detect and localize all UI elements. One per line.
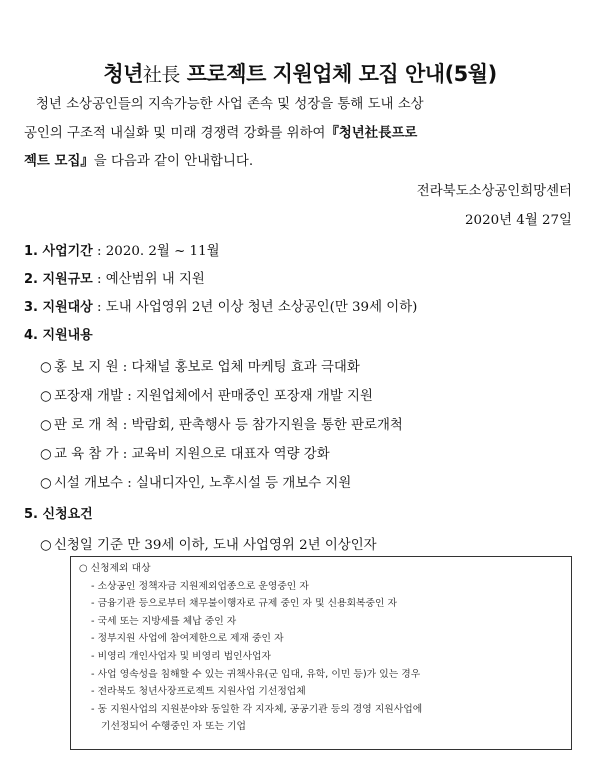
section-content: 4. 지원내용: [24, 328, 93, 343]
circle-bullet-icon: ○: [40, 360, 52, 375]
exclusion-item: - 사업 영속성을 침해할 수 있는 귀책사유(군 입대, 유학, 이민 등)가 있는 경우: [91, 668, 421, 680]
exclusion-item: - 금융기관 등으로부터 채무불이행자로 규제 중인 자 및 신용회복중인 자: [91, 598, 398, 610]
exclusion-item: - 소상공인 정책자금 지원제외업종으로 운영중인 자: [91, 580, 309, 592]
requirement-item: ○ 신청일 기준 만 39세 이하, 도내 사업영위 2년 이상인자: [40, 538, 377, 553]
intro-line-1: 청년 소상공인들의 지속가능한 사업 존속 및 성장을 통해 도내 소상: [36, 97, 424, 112]
exclusion-box: [70, 556, 572, 750]
circle-bullet-icon: ○: [40, 538, 52, 553]
section-scale: 2. 지원규모 : 예산범위 내 지원: [24, 272, 205, 287]
content-item-packaging: ○ 포장재 개발 : 지원업체에서 판매중인 포장재 개발 지원: [40, 389, 373, 404]
section-period: 1. 사업기간 : 2020. 2월 ~ 11월: [24, 244, 220, 259]
document-date: 2020년 4월 27일: [465, 213, 572, 228]
exclusion-item-continuation: 기선정되어 수행중인 자 또는 기업: [101, 721, 246, 733]
document-title: [0, 58, 600, 88]
exclusion-item: - 국세 또는 지방세를 체납 중인 자: [91, 615, 237, 627]
circle-bullet-icon: ○: [40, 476, 52, 491]
title-part1: 청년: [103, 62, 143, 86]
circle-bullet-icon: ○: [40, 418, 52, 433]
exclusion-item: - 정부지원 사업에 참여제한으로 제재 중인 자: [91, 633, 284, 645]
circle-bullet-icon: ○: [40, 447, 52, 462]
exclusion-item: - 동 지원사업의 지원분야와 동일한 각 지자체, 공공기관 등의 경영 지원사업에: [91, 703, 423, 715]
intro-line-2: 공인의 구조적 내실화 및 미래 경쟁력 강화를 위하여『청년社長프로: [24, 125, 418, 141]
section-requirements: 5. 신청요건: [24, 507, 93, 522]
title-part3: 프로젝트 지원업체 모집 안내(5월): [179, 62, 497, 86]
exclusion-header: ○ 신청제외 대상: [79, 563, 151, 574]
exclusion-item: - 전라북도 청년사장프로젝트 지원사업 기선정업체: [91, 686, 306, 698]
title-hanja: 社長: [142, 64, 180, 86]
intro-line-3: 젝트 모집』을 다음과 같이 안내합니다.: [24, 153, 254, 169]
organization-name: 전라북도소상공인희망센터: [416, 184, 572, 199]
section-target: 3. 지원대상 : 도내 사업영위 2년 이상 청년 소상공인(만 39세 이하): [24, 300, 418, 315]
exclusion-item: - 비영리 개인사업자 및 비영리 법인사업자: [91, 650, 271, 662]
content-item-promotion: ○ 홍 보 지 원 : 다채널 홍보로 업체 마케팅 효과 극대화: [40, 360, 360, 375]
content-item-facility: ○ 시설 개보수 : 실내디자인, 노후시설 등 개보수 지원: [40, 476, 352, 491]
content-item-market: ○ 판 로 개 척 : 박람회, 판촉행사 등 참가지원을 통한 판로개척: [40, 418, 403, 433]
circle-bullet-icon: ○: [40, 389, 52, 404]
content-item-education: ○ 교 육 참 가 : 교육비 지원으로 대표자 역량 강화: [40, 447, 330, 462]
